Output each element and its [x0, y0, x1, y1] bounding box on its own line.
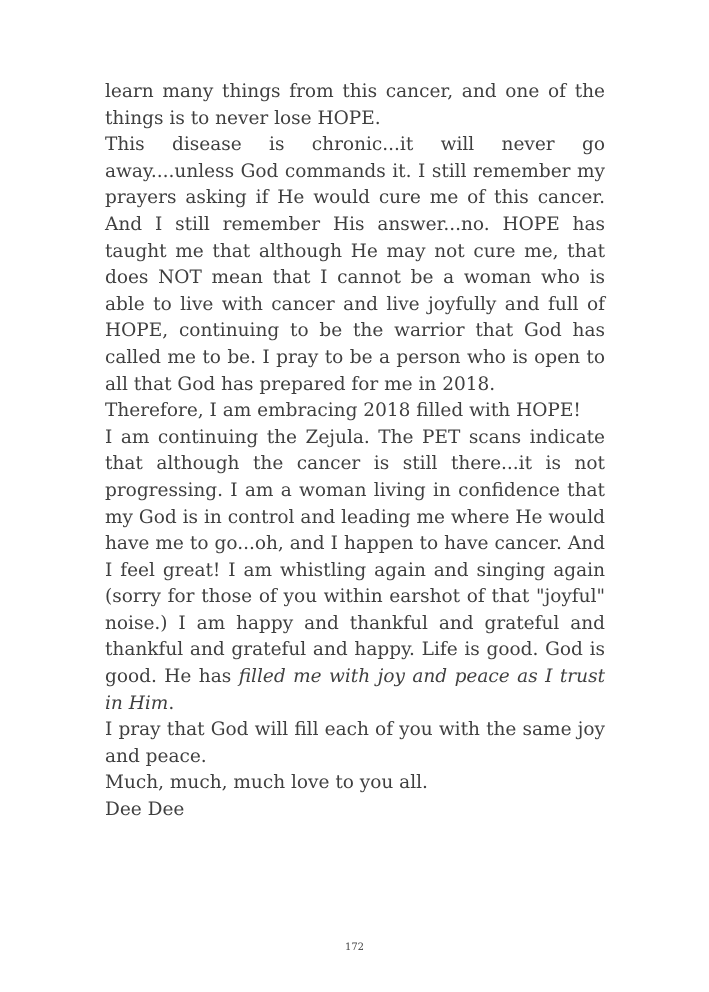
body-text: [105, 79, 605, 824]
paragraph-hope-intro: learn many things from this cancer, and one of the things is to never lose HOPE.: [105, 81, 605, 129]
page-number: 172: [344, 942, 365, 953]
paragraph-prayer: I pray that God will fill each of you with the same joy and peace.: [105, 719, 605, 767]
paragraph-embracing-2018: Therefore, I am embracing 2018 filled with HOPE!: [105, 400, 581, 422]
italic-phrase: filled me with joy and peace as I trust in Him: [105, 666, 605, 714]
paragraph-zejula-text: I am continuing the Zejula. The PET scans indicate that although the cancer is still there...it is not progressing. I am a woman living in confidence that my God is in control and leading me where He would have me to go...oh, and I happen to have cancer. And I feel great! I am whistling again and singing again (sorry for those of you within earshot of that "joyful" noise.) I am happy and thankful and grateful and thankful and grateful and happy. Life is good. God is good. He has: [105, 426, 605, 688]
paragraph-closing-love: Much, much, much love to you all.: [105, 772, 428, 794]
signature: Dee Dee: [105, 799, 185, 821]
italic-phrase-period: .: [168, 692, 175, 714]
paragraph-chronic-disease: This disease is chronic...it will never go away....unless God commands it. I still remember my prayers asking if He would cure me of this cancer. And I still remember His answer...no. HOPE has taught me that although He may not cure me, that does NOT mean that I cannot be a woman who is able to live with cancer and live joyfully and full of HOPE, continuing to be the warrior that God has called me to be. I pray to be a person who is open to all that God has prepared for me in 2018.: [105, 134, 605, 395]
paragraph-zejula-update: [105, 425, 605, 718]
